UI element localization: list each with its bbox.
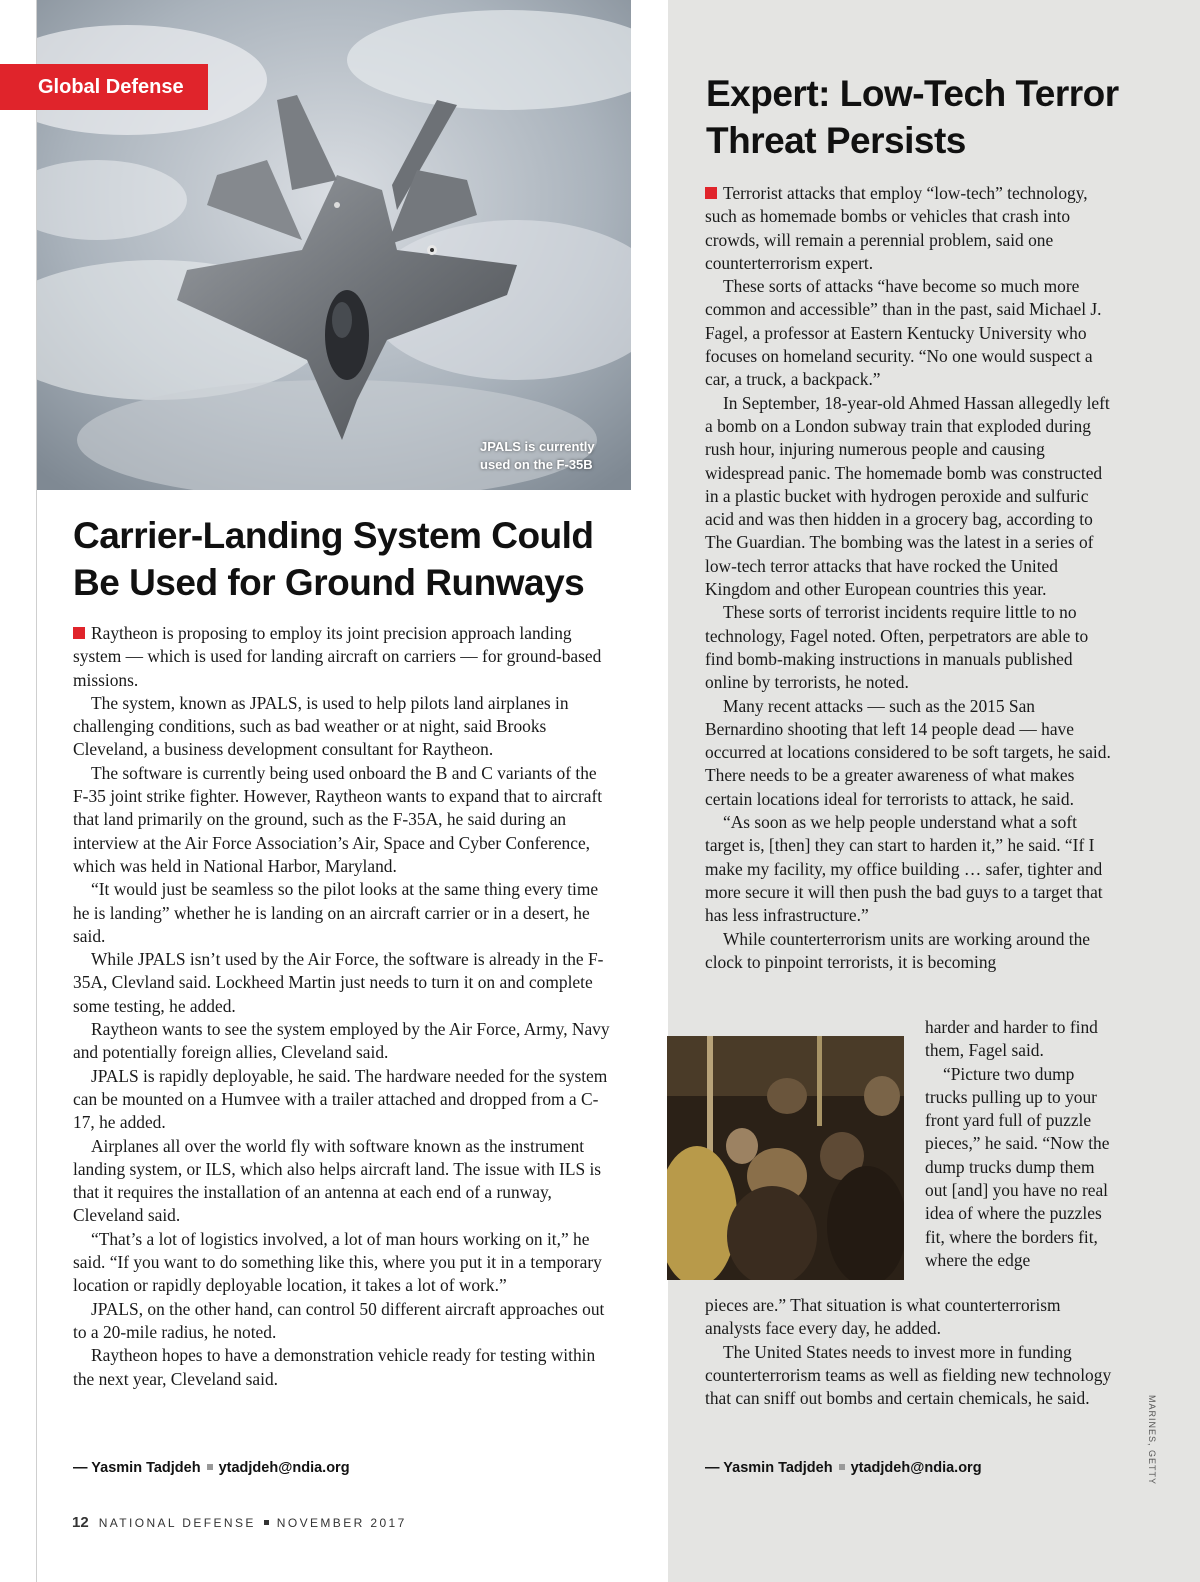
byline-author: — Yasmin Tadjdeh [73,1460,201,1476]
page-number: 12 [72,1514,89,1531]
right-article-body [705,182,1117,974]
byline-separator [839,1464,845,1470]
byline-email[interactable]: ytadjdeh@ndia.org [850,1460,982,1476]
photo-credit-text: MARINES, GETTY [1147,1395,1157,1486]
left-article-body [73,622,615,1391]
subway-crowd-photo [667,1036,904,1280]
paragraph: Airplanes all over the world fly with software known as the instrument landing system, or ILS, which also helps aircraft land. The issue with ILS is that it requires the installation of an antenna at each end of a runway, Cleveland said. [73,1135,602,1226]
paragraph: While JPALS isn’t used by the Air Force, the software is already in the F-35A, Clevland said. Lockheed Martin just needs to turn it on and complete some testing, he added. [73,949,604,1016]
paragraph: In September, 18-year-old Ahmed Hassan allegedly left a bomb on a London subway train that exploded during rush hour, injuring numerous people and causing widespread panic. The homemade bomb was constructed in a plastic bucket with hydrogen peroxide and sulfuric acid and was then hidden in a grocery bag, according to The Guardian. The bombing was the latest in a series of low-tech terror attacks that have rocked the United Kingdom and other European countries this year. [705,392,1110,600]
paragraph: pieces are.” That situation is what counterterrorism analysts face every day, he added. [705,1295,1061,1339]
paragraph: While counterterrorism units are working around the clock to pinpoint terrorists, it is becoming [705,928,1091,972]
paragraph: Many recent attacks — such as the 2015 San Bernardino shooting that left 14 people dead — have occurred at locations considered to be soft targets, he said. There needs to be a greater awareness of what makes certain locations ideal for terrorists to attack, he said. [705,695,1111,809]
paragraph: “Picture two dump trucks pulling up to your front yard full of puzzle pieces,” he said. “Now the dump trucks dump them out [and] you have no real idea of where the puzzles fit, where the borders fit, where the edge [925,1063,1110,1270]
paragraph: JPALS, on the other hand, can control 50 different aircraft approaches out to a 20-mile radius, he noted. [73,1298,605,1342]
paragraph: The United States needs to invest more in funding counterterrorism teams as well as fielding new technology that can sniff out bombs and certain chemicals, he said. [705,1341,1112,1409]
paragraph: JPALS is rapidly deployable, he said. The hardware needed for the system can be mounted on a Humvee with a trailer attached and dropped from a C-17, he added. [73,1065,608,1133]
byline-author: — Yasmin Tadjdeh [705,1460,833,1476]
red-square-bullet [73,627,85,639]
paragraph: “It would just be seamless so the pilot looks at the same thing every time he is landing” whether he is landing on an aircraft carrier or in a desert, he said. [73,879,599,946]
right-article-headline: Expert: Low-Tech Terror Threat Persists [706,73,1119,161]
paragraph: harder and harder to find them, Fagel said. [925,1017,1098,1061]
paragraph: These sorts of attacks “have become so much more common and accessible” than in the past, said Michael J. Fagel, a professor at Eastern Kentucky University who focuses on homeland security. “No one would suspect a car, a truck, a backpack.” [705,276,1102,390]
byline-email[interactable]: ytadjdeh@ndia.org [218,1460,350,1476]
paragraph: “As soon as we help people understand what a soft target is, [then] they can start to harden it,” he said. “If I make my facility, my office building … safer, tighter and more secure it will then push the bad guys to a target that has less infrastructure.” [705,812,1103,926]
paragraph: The system, known as JPALS, is used to help pilots land airplanes in challenging conditions, such as bad weather or at night, said Brooks Cleveland, a business development consultant for Raytheon. [73,692,569,760]
photo-credit [1145,1395,1160,1486]
photo-caption: JPALS is currently used on the F-35B [480,439,595,472]
section-tag: Global Defense [0,64,208,110]
paragraph: The software is currently being used onboard the B and C variants of the F-35 joint strike fighter. However, Raytheon wants to expand that to aircraft that land primarily on the ground, such as the F-35A, he said during an interview at the Air Force Association’s Air, Space and Cyber Conference, which was held in National Harbor, Maryland. [73,762,603,876]
paragraph: These sorts of terrorist incidents require little to no technology, Fagel noted. Often, perpetrators are able to find bomb-making instructions in manuals published online by terrorists, he noted. [705,602,1089,693]
right-byline [705,1460,982,1476]
byline-separator [207,1464,213,1470]
left-article-headline: Carrier-Landing System Could Be Used for Ground Runways [73,515,594,603]
issue-date: NOVEMBER 2017 [276,1516,407,1530]
paragraph: “That’s a lot of logistics involved, a lot of man hours working on it,” he said. “If you want to do something like this, where you put it in a temporary location or rapidly deployable location, it takes a lot of work.” [73,1228,602,1296]
paragraph: Terrorist attacks that employ “low-tech” technology, such as homemade bombs or vehicles that crash into crowds, will remain a perennial problem, said one counterterrorism expert. [705,183,1088,273]
page-footer [72,1514,407,1532]
left-byline [73,1460,350,1476]
magazine-name: NATIONAL DEFENSE [98,1516,256,1530]
paragraph: Raytheon wants to see the system employed by the Air Force, Army, Navy and potentially foreign allies, Cleveland said. [73,1019,610,1063]
red-square-bullet [705,187,717,199]
right-article-wrap-text [925,1016,1117,1272]
paragraph: Raytheon is proposing to employ its joint precision approach landing system — which is used for landing aircraft on carriers — for ground-based missions. [73,623,602,690]
paragraph: Raytheon hopes to have a demonstration vehicle ready for testing within the next year, Cleveland said. [73,1345,596,1389]
right-article-body-continued [705,1294,1117,1410]
footer-separator [264,1520,269,1525]
